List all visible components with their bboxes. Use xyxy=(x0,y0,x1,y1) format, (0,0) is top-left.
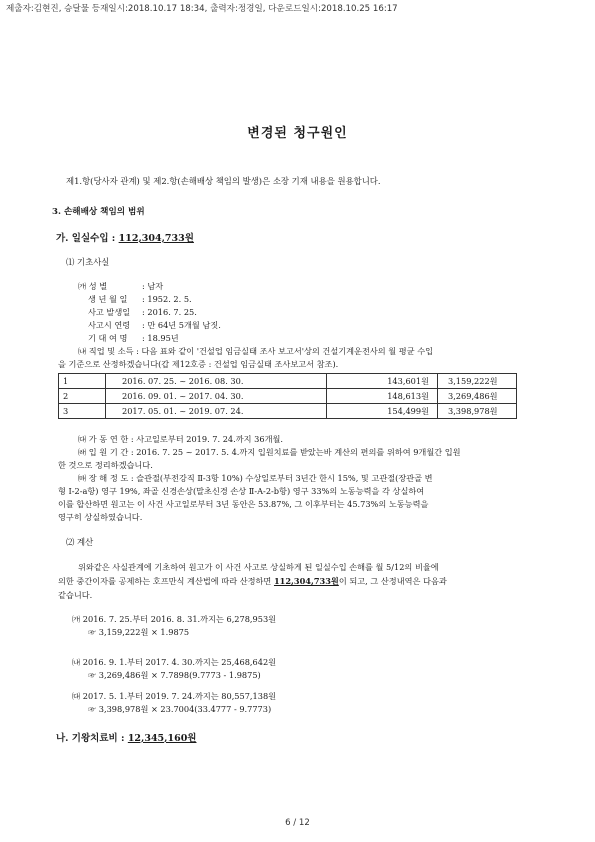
table-row xyxy=(59,374,517,389)
page-number: 6 / 12 xyxy=(285,818,310,828)
document-header: 제출자:김현진, 승달물 등재일시:2018.10.17 18:34, 출력자:정경일, 다운로드일시:2018.10.25 16:17 xyxy=(6,4,398,14)
prior-medical-label: 나. 기왕치료비 : xyxy=(56,733,128,744)
calc-item-1-line-2: ☞ 3,159,222원 × 1.9875 xyxy=(88,627,190,637)
disability-line-1: ㈒ 장 해 정 도 : 슬관절(부전강직 Ⅱ-3항 10%) 수상일로부터 3년간 한시 15%, 및 고관절(장관골 변 xyxy=(78,473,433,483)
lost-income-label: 가. 일실수입 : xyxy=(56,233,119,244)
intro-paragraph: 제1.항(당사자 관계) 및 제2.항(손해배상 책임의 발생)은 소장 기재 내용을 원용합니다. xyxy=(66,176,381,186)
page-title: 변경된 청구원인 xyxy=(247,126,348,141)
birth-value: : 1952. 2. 5. xyxy=(142,294,192,304)
calculation-total-amount: 112,304,733원 xyxy=(273,576,339,586)
occupation-line-1: ㈏ 직업 및 소득 : 다음 표와 같이 '건설업 임금실태 조사 보고서'상의 건설기계운전사의 월 평균 수입 xyxy=(78,346,434,356)
hospitalization-line-2: 한 것으로 정리하겠습니다. xyxy=(58,460,153,470)
age-label: 사고시 연령 xyxy=(88,320,131,330)
table-row xyxy=(59,404,517,419)
occupation-line-2: 을 기준으로 산정하겠습니다(갑 제12호증 : 건설업 임금실태 조사보고서 참조). xyxy=(58,359,339,369)
row-number: 2 xyxy=(59,389,106,404)
gender-label: ㈎ 성 별 xyxy=(78,281,108,291)
calculation-heading: ⑵ 계산 xyxy=(66,537,94,547)
calculation-para-line-2a: 의한 중간이자를 공제하는 호프만식 계산법에 따라 산정하면 xyxy=(58,576,274,586)
accident-date-label: 사고 발생일 xyxy=(88,307,131,317)
lost-income-heading xyxy=(56,230,194,244)
calc-item-3-line-1: ㈐ 2017. 5. 1.부터 2019. 7. 24.까지는 80,557,138원 xyxy=(72,691,277,701)
section-3-heading: 3. 손해배상 책임의 범위 xyxy=(52,207,145,217)
birth-label: 생 년 월 일 xyxy=(88,294,128,304)
gender-value: : 남자 xyxy=(142,281,164,291)
prior-medical-amount: 12,345,160원 xyxy=(127,733,197,744)
calc-item-2-line-1: ㈏ 2016. 9. 1.부터 2017. 4. 30.까지는 25,468,642원 xyxy=(72,657,277,667)
calculation-para-line-1: 위와같은 사실관계에 기초하여 원고가 이 사건 사고로 상실하게 된 일실수입 손해를 월 5/12의 비율에 xyxy=(78,562,439,572)
calculation-para-line-3: 같습니다. xyxy=(58,590,93,600)
age-value: : 만 64년 5개월 남짓. xyxy=(142,320,221,330)
monthly-wage-cell: 154,499원 xyxy=(327,404,438,419)
period-cell: 2016. 07. 25. ~ 2016. 08. 30. xyxy=(106,374,327,389)
row-number: 3 xyxy=(59,404,106,419)
monthly-wage-cell: 148,613원 xyxy=(327,389,438,404)
total-wage-cell: 3,269,486원 xyxy=(438,389,517,404)
row-number: 1 xyxy=(59,374,106,389)
basic-facts-heading: ⑴ 기초사실 xyxy=(66,257,110,267)
table-row xyxy=(59,389,517,404)
accident-date-value: : 2016. 7. 25. xyxy=(142,307,197,317)
calculation-para-line-2 xyxy=(58,576,447,587)
total-wage-cell: 3,398,978원 xyxy=(438,404,517,419)
calc-item-3-line-2: ☞ 3,398,978원 × 23.7004(33.4777 - 9.7773) xyxy=(88,704,272,714)
calculation-para-line-2c: 이 되고, 그 산정내역은 다음과 xyxy=(338,576,447,586)
calc-item-2-line-2: ☞ 3,269,486원 × 7.7898(9.7773 - 1.9875) xyxy=(88,670,261,680)
wage-table xyxy=(58,373,517,419)
period-cell: 2016. 09. 01. ~ 2017. 04. 30. xyxy=(106,389,327,404)
period-cell: 2017. 05. 01. ~ 2019. 07. 24. xyxy=(106,404,327,419)
hospitalization-line-1: ㈑ 입 원 기 간 : 2016. 7. 25 ~ 2017. 5. 4.까지 입원치료를 받았는바 계산의 편의를 위하여 9개월간 입원 xyxy=(78,447,461,457)
disability-line-4: 영구히 상실하였습니다. xyxy=(58,512,143,522)
calc-item-1-line-1: ㈎ 2016. 7. 25.부터 2016. 8. 31.까지는 6,278,953원 xyxy=(72,614,277,624)
total-wage-cell: 3,159,222원 xyxy=(438,374,517,389)
disability-line-2: 형 Ⅰ-2-a항) 영구 19%, 좌골 신경손상(말초신경 손상 Ⅱ-A-2-b항) 영구 33%의 노동능력을 각 상실하여 xyxy=(58,486,425,496)
monthly-wage-cell: 143,601원 xyxy=(327,374,438,389)
life-expectancy-label: 기 대 여 명 xyxy=(88,333,128,343)
prior-medical-heading xyxy=(56,730,197,744)
disability-line-3: 이를 합산하면 원고는 이 사건 사고일로부터 3년 동안은 53.87%, 그 이후부터는 45.73%의 노동능력을 xyxy=(58,499,429,509)
life-expectancy-value: : 18.95년 xyxy=(142,333,179,343)
lost-income-amount: 112,304,733원 xyxy=(118,233,194,244)
working-period-line: ㈐ 가 동 연 한 : 사고일로부터 2019. 7. 24.까지 36개월. xyxy=(78,434,283,444)
